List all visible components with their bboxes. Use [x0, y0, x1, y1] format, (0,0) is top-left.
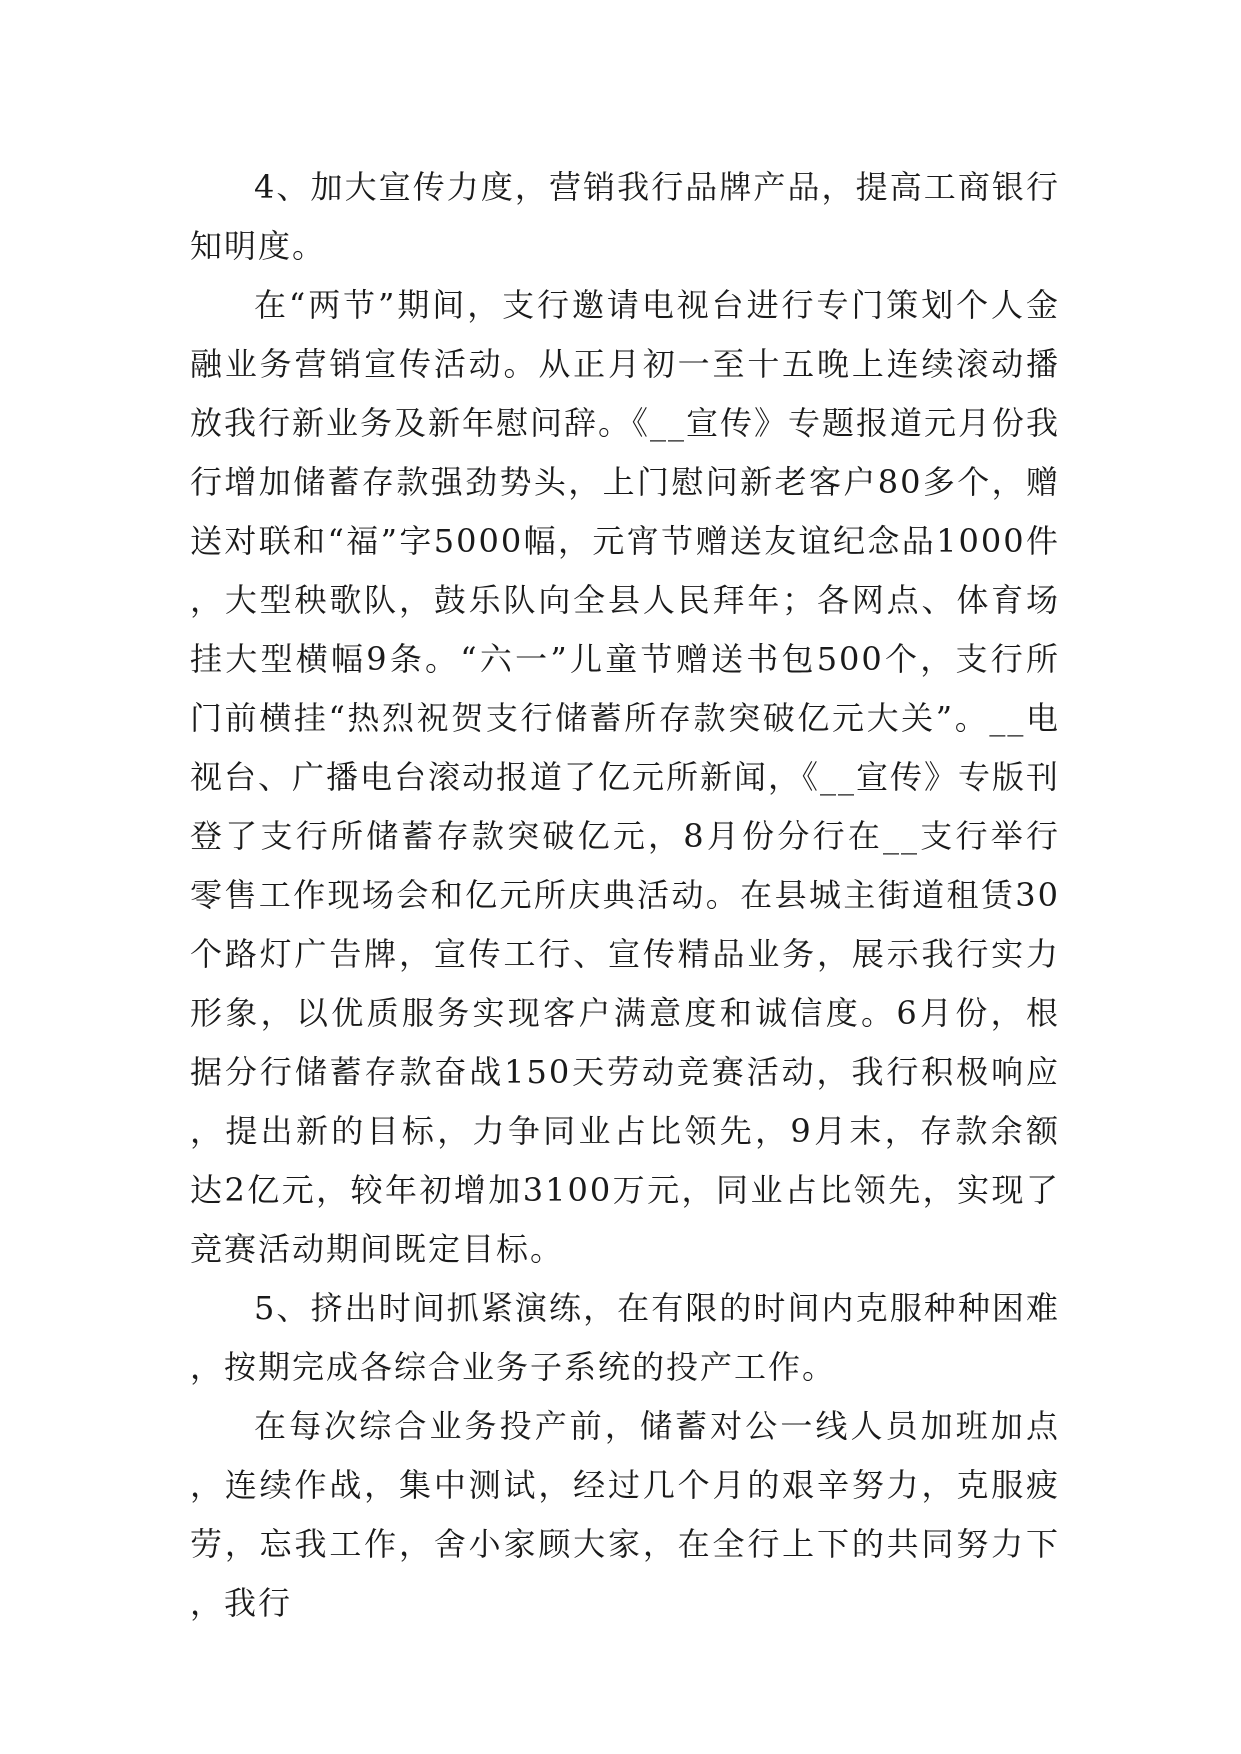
- document-body: [190, 158, 1060, 1633]
- paragraph-heading-4: 4、加大宣传力度，营销我行品牌产品，提高工商银行知明度。: [190, 168, 1060, 265]
- paragraph-heading-5: 5、挤出时间抓紧演练，在有限的时间内克服种种困难，按期完成各综合业务子系统的投产工作。: [190, 1289, 1060, 1386]
- paragraph-promotion-details: 在“两节”期间，支行邀请电视台进行专门策划个人金融业务营销宣传活动。从正月初一至十五晚上连续滚动播放我行新业务及新年慰问辞。《__宣传》专题报道元月份我行增加储蓄存款强劲势头，上门慰问新老客户80多个，赠送对联和“福”字5000幅，元宵节赠送友谊纪念品1000件，大型秧歌队，鼓乐队向全县人民拜年；各网点、体育场挂大型横幅9条。“六一”儿童节赠送书包500个，支行所门前横挂“热烈祝贺支行储蓄所存款突破亿元大关”。__电视台、广播电台滚动报道了亿元所新闻，《__宣传》专版刊登了支行所储蓄存款突破亿元，8月份分行在__支行举行零售工作现场会和亿元所庆典活动。在县城主街道租赁30个路灯广告牌，宣传工行、宣传精品业务，展示我行实力形象，以优质服务实现客户满意度和诚信度。6月份，根据分行储蓄存款奋战150天劳动竞赛活动，我行积极响应，提出新的目标，力争同业占比领先，9月末，存款余额达2亿元，较年初增加3100万元，同业占比领先，实现了竞赛活动期间既定目标。: [190, 286, 1061, 1268]
- paragraph-system-launch: 在每次综合业务投产前，储蓄对公一线人员加班加点，连续作战，集中测试，经过几个月的艰辛努力，克服疲劳，忘我工作，舍小家顾大家，在全行上下的共同努力下，我行: [190, 1407, 1060, 1622]
